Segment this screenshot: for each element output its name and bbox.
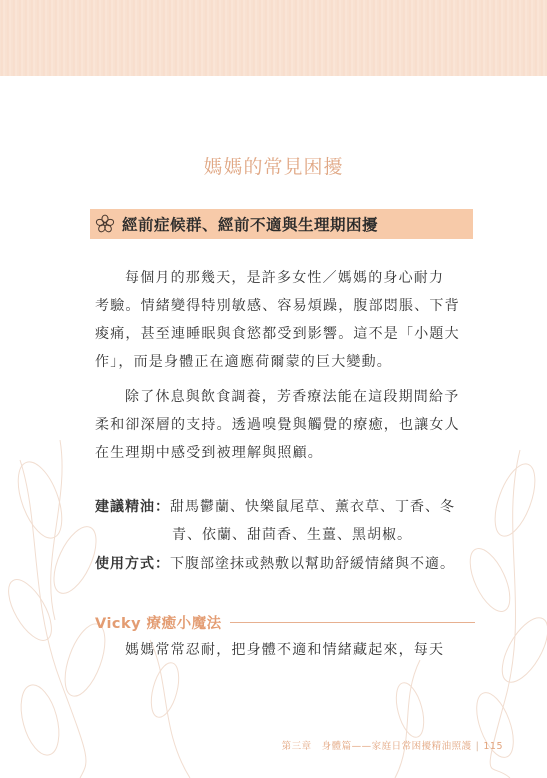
usage-row [95, 553, 455, 573]
top-decorative-band [0, 0, 547, 76]
paragraph-3 [95, 636, 475, 664]
paragraph-3-line-1: 媽媽常常忍耐，把身體不適和情緒藏起來，每天 [125, 642, 445, 658]
botanical-background-decoration [0, 440, 547, 778]
usage-label: 使用方式： [95, 556, 170, 572]
recommended-oils-label: 建議精油： [95, 499, 170, 515]
flower-icon [94, 213, 116, 235]
recommended-oils-row [95, 496, 455, 516]
page-footer [282, 738, 503, 752]
paragraph-1-line-2: 考驗。情緒變得特別敏感、容易煩躁，腹部悶脹、下背 [95, 298, 460, 314]
recommended-oils-line-1: 甜馬鬱蘭、快樂鼠尾草、薰衣草、丁香、冬 [170, 499, 455, 515]
footer-divider: | [475, 741, 480, 752]
paragraph-2-line-2: 柔和卻深層的支持。透過嗅覺與觸覺的療癒，也讓女人 [95, 417, 460, 433]
footer-dash: —— [351, 741, 372, 752]
paragraph-2 [95, 383, 475, 467]
paragraph-1-line-4: 作」，而是身體正在適應荷爾蒙的巨大變動。 [95, 354, 392, 370]
section-title: 經前症候群、經前不適與生理期困擾 [122, 216, 379, 234]
recommended-oils-continuation [172, 524, 412, 544]
section-header [90, 209, 473, 239]
paragraph-2-line-1: 除了休息與飲食調養，芳香療法能在這段期間給予 [125, 389, 460, 405]
vicky-magic-label: Vicky 療癒小魔法 [95, 616, 222, 632]
paragraph-2-line-3: 在生理期中感受到被理解與照顧。 [95, 445, 323, 461]
page-number: 115 [483, 741, 503, 752]
chapter-title: 媽媽的常見困擾 [203, 156, 344, 178]
paragraph-1 [95, 264, 475, 376]
footer-subtitle: 家庭日常困擾精油照護 [371, 741, 472, 752]
paragraph-1-line-1: 每個月的那幾天，是許多女性／媽媽的身心耐力 [125, 270, 445, 286]
recommended-oils-line-2: 青、依蘭、甜茴香、生薑、黑胡椒。 [172, 527, 412, 543]
footer-chapter: 第三章 身體篇 [281, 741, 352, 752]
vicky-divider-line [230, 622, 475, 623]
usage-text: 下腹部塗抹或熱敷以幫助舒緩情緒與不適。 [170, 556, 455, 572]
paragraph-1-line-3: 痠痛，甚至連睡眠與食慾都受到影響。這不是「小題大 [95, 326, 460, 342]
vicky-magic-header [95, 612, 475, 633]
